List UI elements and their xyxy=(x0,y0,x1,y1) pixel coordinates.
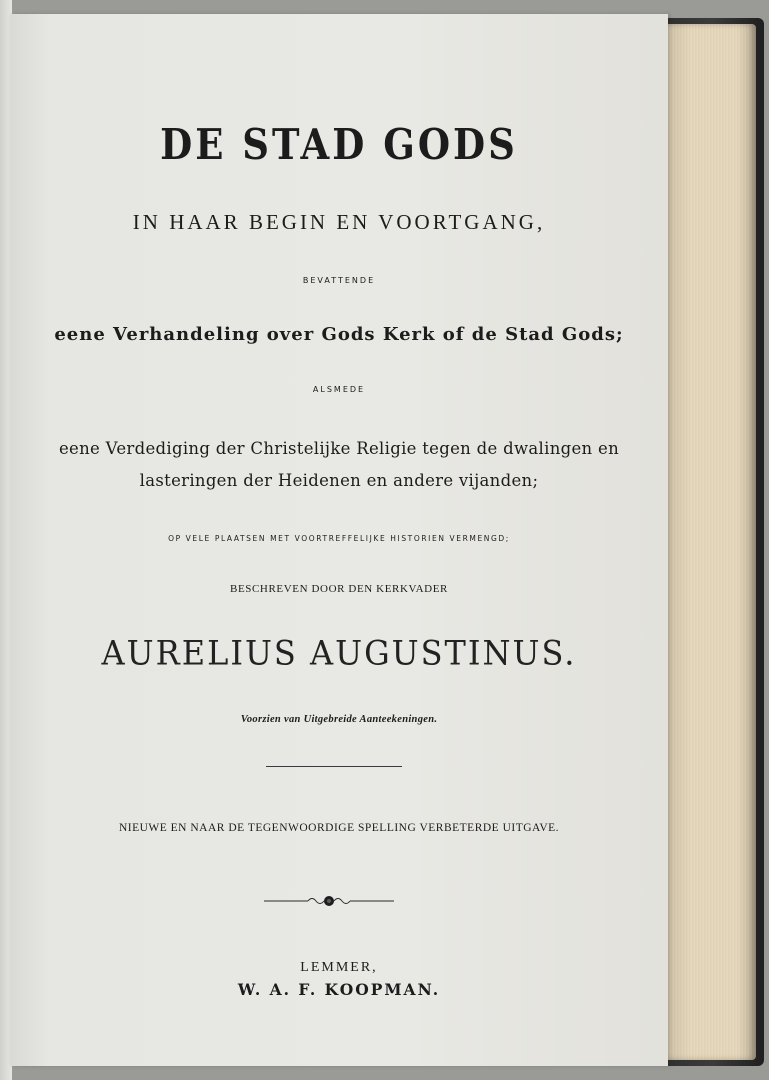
bevattende-label: BEVATTENDE xyxy=(302,276,376,285)
beschreven-line: BESCHREVEN DOOR DEN KERKVADER xyxy=(230,583,448,595)
verdediging-line-2: lasteringen der Heidenen en andere vijanden; xyxy=(139,471,539,490)
annotations-note: Voorzien van Uitgebreide Aanteekeningen. xyxy=(240,714,438,725)
author-name: AURELIUS AUGUSTINUS. xyxy=(101,633,577,673)
title-page xyxy=(10,14,668,1066)
verdediging-line-1: eene Verdediging der Christelijke Religie tegen de dwalingen en xyxy=(58,439,620,458)
alsmede-label: ALSMEDE xyxy=(312,385,366,394)
page-edges xyxy=(662,24,756,1060)
vermengd-line: OP VELE PLAATSEN MET VOORTREFFELIJKE HISTORIEN VERMENGD; xyxy=(168,534,510,543)
book-title: DE STAD GODS xyxy=(160,118,518,170)
edition-statement: NIEUWE EN NAAR DE TEGENWOORDIGE SPELLING VERBETERDE UITGAVE. xyxy=(118,822,560,834)
publisher-name: W. A. F. KOOPMAN. xyxy=(237,980,441,999)
decorative-flourish-icon xyxy=(264,892,394,910)
publication-place: LEMMER, xyxy=(300,960,378,975)
horizontal-rule xyxy=(266,766,402,767)
verhandeling-line: eene Verhandeling over Gods Kerk of de Stad Gods; xyxy=(54,324,624,345)
book-subtitle: IN HAAR BEGIN EN VOORTGANG, xyxy=(132,210,546,234)
